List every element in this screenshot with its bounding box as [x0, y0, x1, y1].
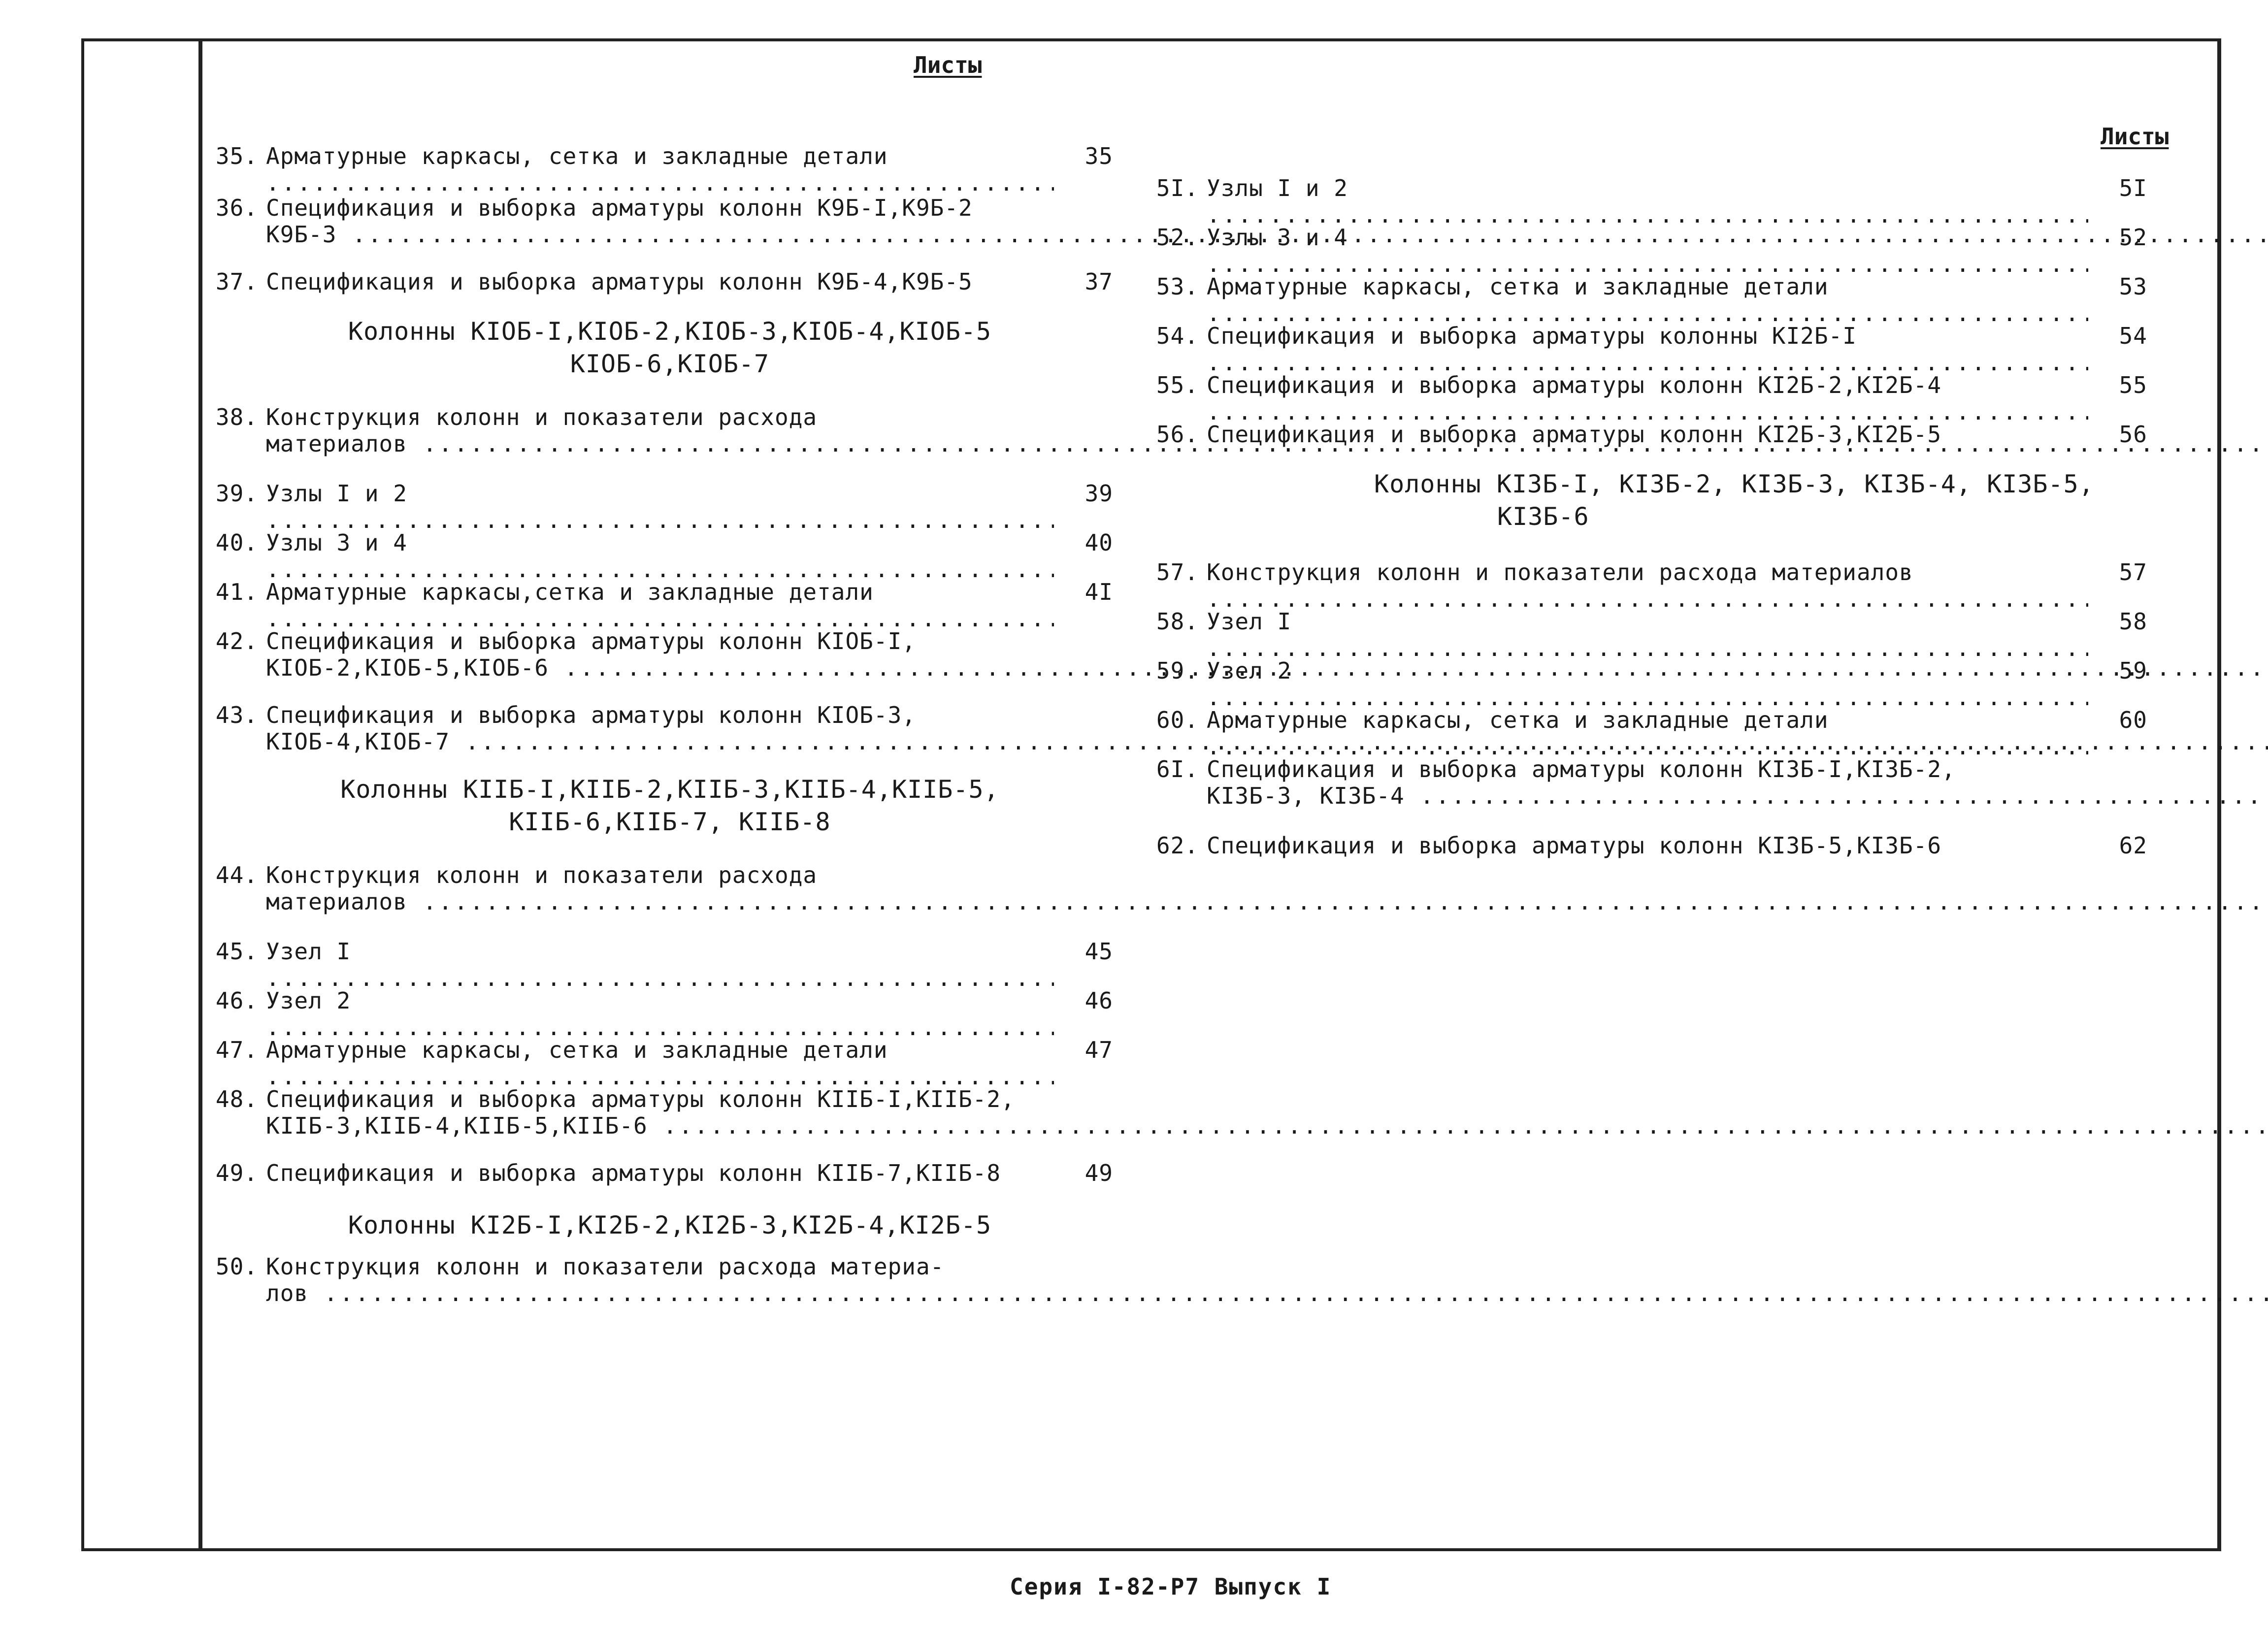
entry-title: Спецификация и выборка арматуры колонн КIОБ-3, КIОБ-4,КIОБ-7 .....	[266, 702, 2268, 755]
entry-number: 60.	[1156, 707, 1199, 733]
entry-number: 44.	[215, 862, 258, 888]
toc-entry	[1148, 224, 2147, 277]
entry-title: Спецификация и выборка арматуры колонн КI2Б-3,КI2Б-5	[1207, 421, 1942, 448]
binding-margin-line	[198, 41, 202, 1548]
entry-page: 37	[1085, 268, 1113, 295]
entry-page: 5I	[2119, 175, 2147, 201]
toc-entry	[1148, 421, 2147, 448]
group-heading	[305, 773, 1034, 838]
entry-number: 42.	[215, 628, 258, 654]
entry-number: 62.	[1156, 832, 1199, 859]
entry-title: Спецификация и выборка арматуры колонн КIIБ-7,КIIБ-8	[266, 1160, 1001, 1186]
group-heading	[305, 1209, 1034, 1241]
entry-number: 59.	[1156, 657, 1199, 684]
sheets-header-left: Листы	[914, 52, 982, 78]
entry-title: Спецификация и выборка арматуры колонн КIIБ-I,КIIБ-2, КIIБ-3,КIIБ-4,КIIБ-5,КIIБ-6 .....	[266, 1086, 2268, 1139]
entry-page: 57	[2119, 559, 2147, 586]
entry-title: Узлы I и 2 .....	[1207, 175, 2088, 228]
group-heading-line: КIIБ-6,КIIБ-7, КIIБ-8	[509, 808, 831, 836]
entry-page: 59	[2119, 657, 2147, 684]
group-heading-line: Колонны КI2Б-I,КI2Б-2,КI2Б-3,КI2Б-4,КI2Б-5	[348, 1211, 992, 1239]
group-heading-line: Колонны КIIБ-I,КIIБ-2,КIIБ-3,КIIБ-4,КIIБ-5,	[340, 775, 999, 804]
toc-entry	[207, 1086, 1113, 1139]
entry-page: 35	[1085, 143, 1113, 169]
entry-page: 60	[2119, 707, 2147, 733]
toc-entry	[207, 529, 1113, 583]
entry-page: 62	[2119, 832, 2147, 859]
toc-entry	[1148, 707, 2147, 760]
entry-number: 38.	[215, 404, 258, 430]
toc-entry	[207, 480, 1113, 533]
entry-number: 43.	[215, 702, 258, 728]
toc-entry	[207, 938, 1113, 991]
entry-number: 45.	[215, 938, 258, 965]
toc-entry	[1148, 657, 2147, 711]
toc-entry	[207, 1160, 1113, 1186]
entry-page: 52	[2119, 224, 2147, 251]
toc-entry	[1148, 608, 2147, 661]
toc-entry	[207, 628, 1113, 681]
entry-number: 49.	[215, 1160, 258, 1186]
entry-page: 47	[1085, 1037, 1113, 1063]
entry-title: Узел 2 .....	[266, 987, 1054, 1041]
entry-title: Арматурные каркасы, сетка и закладные детали .....	[266, 143, 1054, 196]
entry-page: 40	[1085, 529, 1113, 556]
entry-title: Спецификация и выборка арматуры колонн К9Б-I,К9Б-2 К9Б-3 .....	[266, 195, 2268, 248]
entry-title: Спецификация и выборка арматуры колонн КI3Б-I,КI3Б-2, КI3Б-3, КI3Б-4 .....	[1207, 756, 2268, 809]
toc-entry	[207, 1037, 1113, 1090]
entry-page: 39	[1085, 480, 1113, 507]
entry-title: Спецификация и выборка арматуры колонн КIОБ-I, КIОБ-2,КIОБ-5,КIОБ-6 .....	[266, 628, 2268, 681]
toc-entry	[207, 404, 1113, 457]
entry-number: 53.	[1156, 273, 1199, 300]
entry-title: Конструкция колонн и показатели расхода материалов .....	[1207, 559, 2088, 612]
entry-number: 52.	[1156, 224, 1199, 251]
entry-title: Конструкция колонн и показатели расхода материа- лов .....	[266, 1253, 2268, 1306]
entry-number: 5I.	[1156, 175, 1199, 201]
entry-number: 55.	[1156, 372, 1199, 398]
entry-number: 40.	[215, 529, 258, 556]
toc-entry	[207, 987, 1113, 1041]
entry-title: Узлы 3 и 4 .....	[1207, 224, 2088, 277]
entry-title: Арматурные каркасы, сетка и закладные детали .....	[266, 1037, 1054, 1090]
entry-page: 56	[2119, 421, 2147, 448]
entry-page: 55	[2119, 372, 2147, 398]
toc-entry	[207, 862, 1113, 915]
toc-entry	[1148, 175, 2147, 228]
toc-entry	[1148, 559, 2147, 612]
entry-page: 49	[1085, 1160, 1113, 1186]
entry-page: 58	[2119, 608, 2147, 635]
toc-entry	[207, 702, 1113, 755]
entry-title: Спецификация и выборка арматуры колонн КI3Б-5,КI3Б-6	[1207, 832, 1942, 859]
group-heading-line: Колонны КI3Б-I, КI3Б-2, КI3Б-3, КI3Б-4, КI3Б-5,	[1374, 470, 2094, 498]
group-heading-line: КIОБ-6,КIОБ-7	[570, 350, 770, 378]
entry-number: 57.	[1156, 559, 1199, 586]
group-heading-line: Колонны КIОБ-I,КIОБ-2,КIОБ-3,КIОБ-4,КIОБ-5	[348, 317, 992, 346]
entry-title: Конструкция колонн и показатели расхода материалов .....	[266, 862, 2268, 915]
entry-number: 36.	[215, 195, 258, 221]
entry-title: Спецификация и выборка арматуры колонны КI2Б-I .....	[1207, 323, 2088, 376]
entry-number: 46.	[215, 987, 258, 1014]
entry-title: Узлы 3 и 4 .....	[266, 529, 1054, 583]
entry-title: Конструкция колонн и показатели расхода материалов .....	[266, 404, 2268, 457]
group-heading-line: КI3Б-6	[1497, 502, 1589, 531]
entry-title: Спецификация и выборка арматуры колонн КI2Б-2,КI2Б-4 .....	[1207, 372, 2088, 425]
toc-entry	[207, 579, 1113, 632]
entry-page: 53	[2119, 273, 2147, 300]
toc-entry	[1148, 372, 2147, 425]
group-heading	[305, 315, 1034, 380]
entry-title: Арматурные каркасы, сетка и закладные детали .....	[1207, 707, 2088, 760]
series-footer: Серия I-82-Р7 Выпуск I	[1010, 1573, 1332, 1600]
entry-title: Спецификация и выборка арматуры колонн К9Б-4,К9Б-5	[266, 268, 973, 295]
toc-entry	[1148, 832, 2147, 859]
entry-number: 6I.	[1156, 756, 1199, 782]
entry-number: 37.	[215, 268, 258, 295]
entry-title: Узлы I и 2 .....	[266, 480, 1054, 533]
entry-number: 47.	[215, 1037, 258, 1063]
toc-entry	[1148, 323, 2147, 376]
toc-entry	[207, 195, 1113, 248]
entry-title: Узел I .....	[1207, 608, 2088, 661]
group-heading	[1320, 468, 2152, 533]
entry-number: 41.	[215, 579, 258, 605]
entry-number: 56.	[1156, 421, 1199, 448]
entry-title: Арматурные каркасы,сетка и закладные детали .....	[266, 579, 1054, 632]
entry-number: 35.	[215, 143, 258, 169]
sheets-header-right: Листы	[2101, 123, 2169, 150]
entry-page: 45	[1085, 938, 1113, 965]
entry-page: 4I	[1085, 579, 1113, 605]
entry-number: 50.	[215, 1253, 258, 1280]
toc-entry	[207, 143, 1113, 196]
toc-entry	[1148, 273, 2147, 326]
entry-number: 39.	[215, 480, 258, 507]
entry-title: Узел 2 .....	[1207, 657, 2088, 711]
entry-title: Узел I .....	[266, 938, 1054, 991]
toc-entry	[1148, 756, 2147, 809]
entry-number: 48.	[215, 1086, 258, 1112]
entry-number: 58.	[1156, 608, 1199, 635]
toc-entry	[207, 268, 1113, 295]
entry-page: 46	[1085, 987, 1113, 1014]
entry-page: 54	[2119, 323, 2147, 349]
entry-number: 54.	[1156, 323, 1199, 349]
entry-title: Арматурные каркасы, сетка и закладные детали .....	[1207, 273, 2088, 326]
toc-entry	[207, 1253, 1113, 1306]
